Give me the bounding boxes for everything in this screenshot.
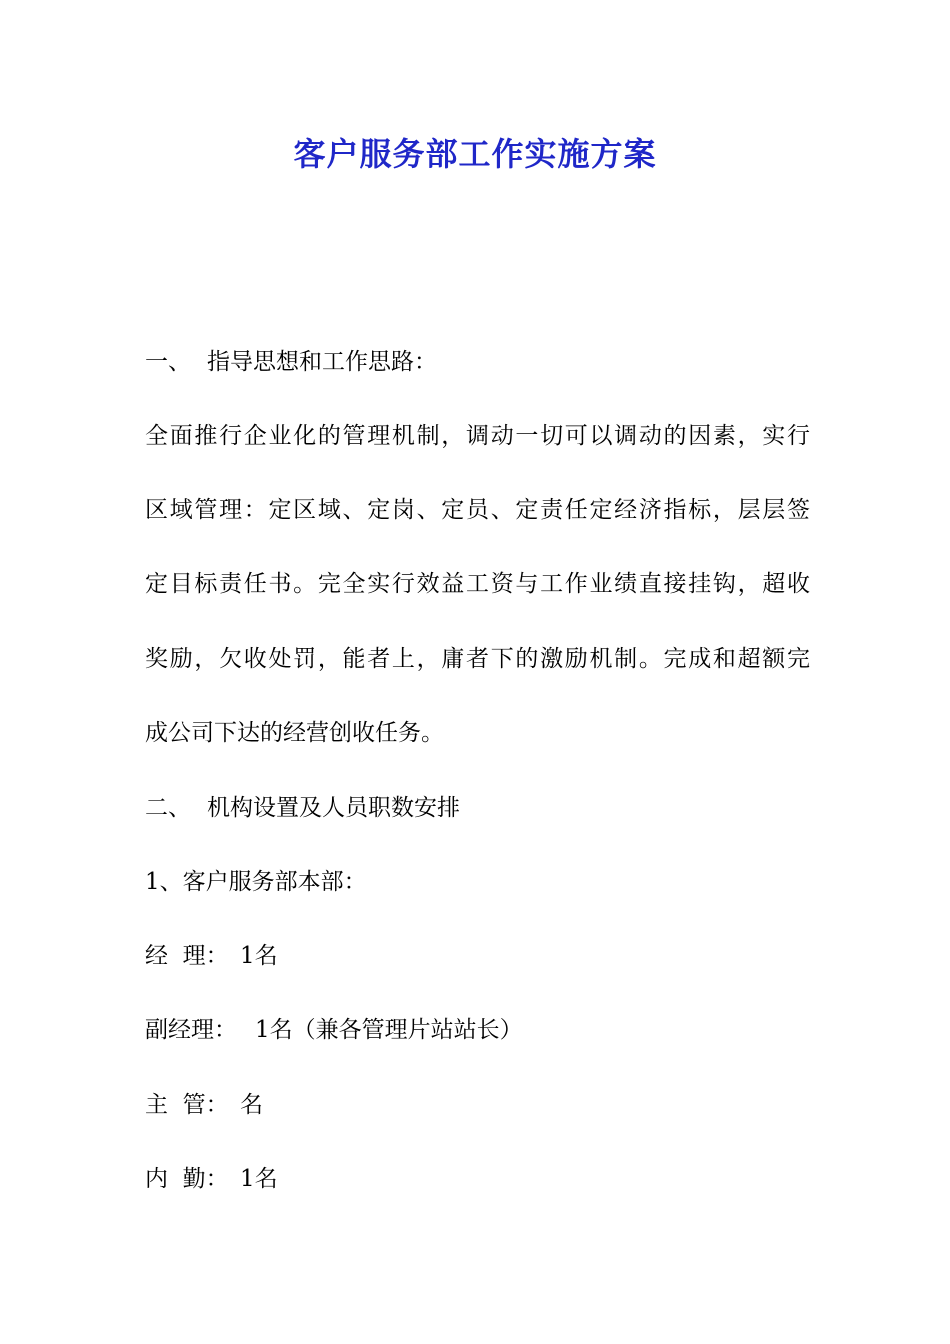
staff-count: 名 bbox=[240, 1092, 263, 1118]
section-1-number: 一、 bbox=[145, 349, 191, 375]
staff-count: 1名 bbox=[240, 943, 278, 969]
section-2-subheading: 1、客户服务部本部： bbox=[145, 869, 367, 895]
paragraph-line: 奖励，欠收处罚，能者上，庸者下的激励机制。完成和超额完 bbox=[145, 646, 810, 672]
staff-role: 主 管： bbox=[145, 1092, 229, 1118]
section-2-heading bbox=[145, 792, 810, 824]
section-2-number: 二、 bbox=[145, 795, 191, 821]
staff-count: 1名 bbox=[240, 1166, 278, 1192]
paragraph-line: 成公司下达的经营创收任务。 bbox=[145, 720, 444, 746]
document-title: 客户服务部工作实施方案 bbox=[293, 135, 657, 173]
paragraph-line: 全面推行企业化的管理机制，调动一切可以调动的因素，实行 bbox=[145, 423, 810, 449]
staff-role: 副经理： bbox=[145, 1017, 237, 1043]
staff-count: 1名（兼各管理片站站长） bbox=[255, 1017, 523, 1043]
section-1-heading-text: 指导思想和工作思路： bbox=[207, 349, 437, 375]
staff-row bbox=[145, 940, 810, 972]
staff-row bbox=[145, 1163, 810, 1195]
section-2-heading-text: 机构设置及人员职数安排 bbox=[207, 795, 460, 821]
staff-row bbox=[145, 1014, 810, 1046]
staff-row bbox=[145, 1089, 810, 1121]
paragraph-line: 区域管理：定区域、定岗、定员、定责任定经济指标，层层签 bbox=[145, 497, 810, 523]
staff-role: 经 理： bbox=[145, 943, 229, 969]
section-1-heading bbox=[145, 346, 810, 378]
paragraph-line: 定目标责任书。完全实行效益工资与工作业绩直接挂钩，超收 bbox=[145, 571, 810, 597]
staff-role: 内 勤： bbox=[145, 1166, 229, 1192]
